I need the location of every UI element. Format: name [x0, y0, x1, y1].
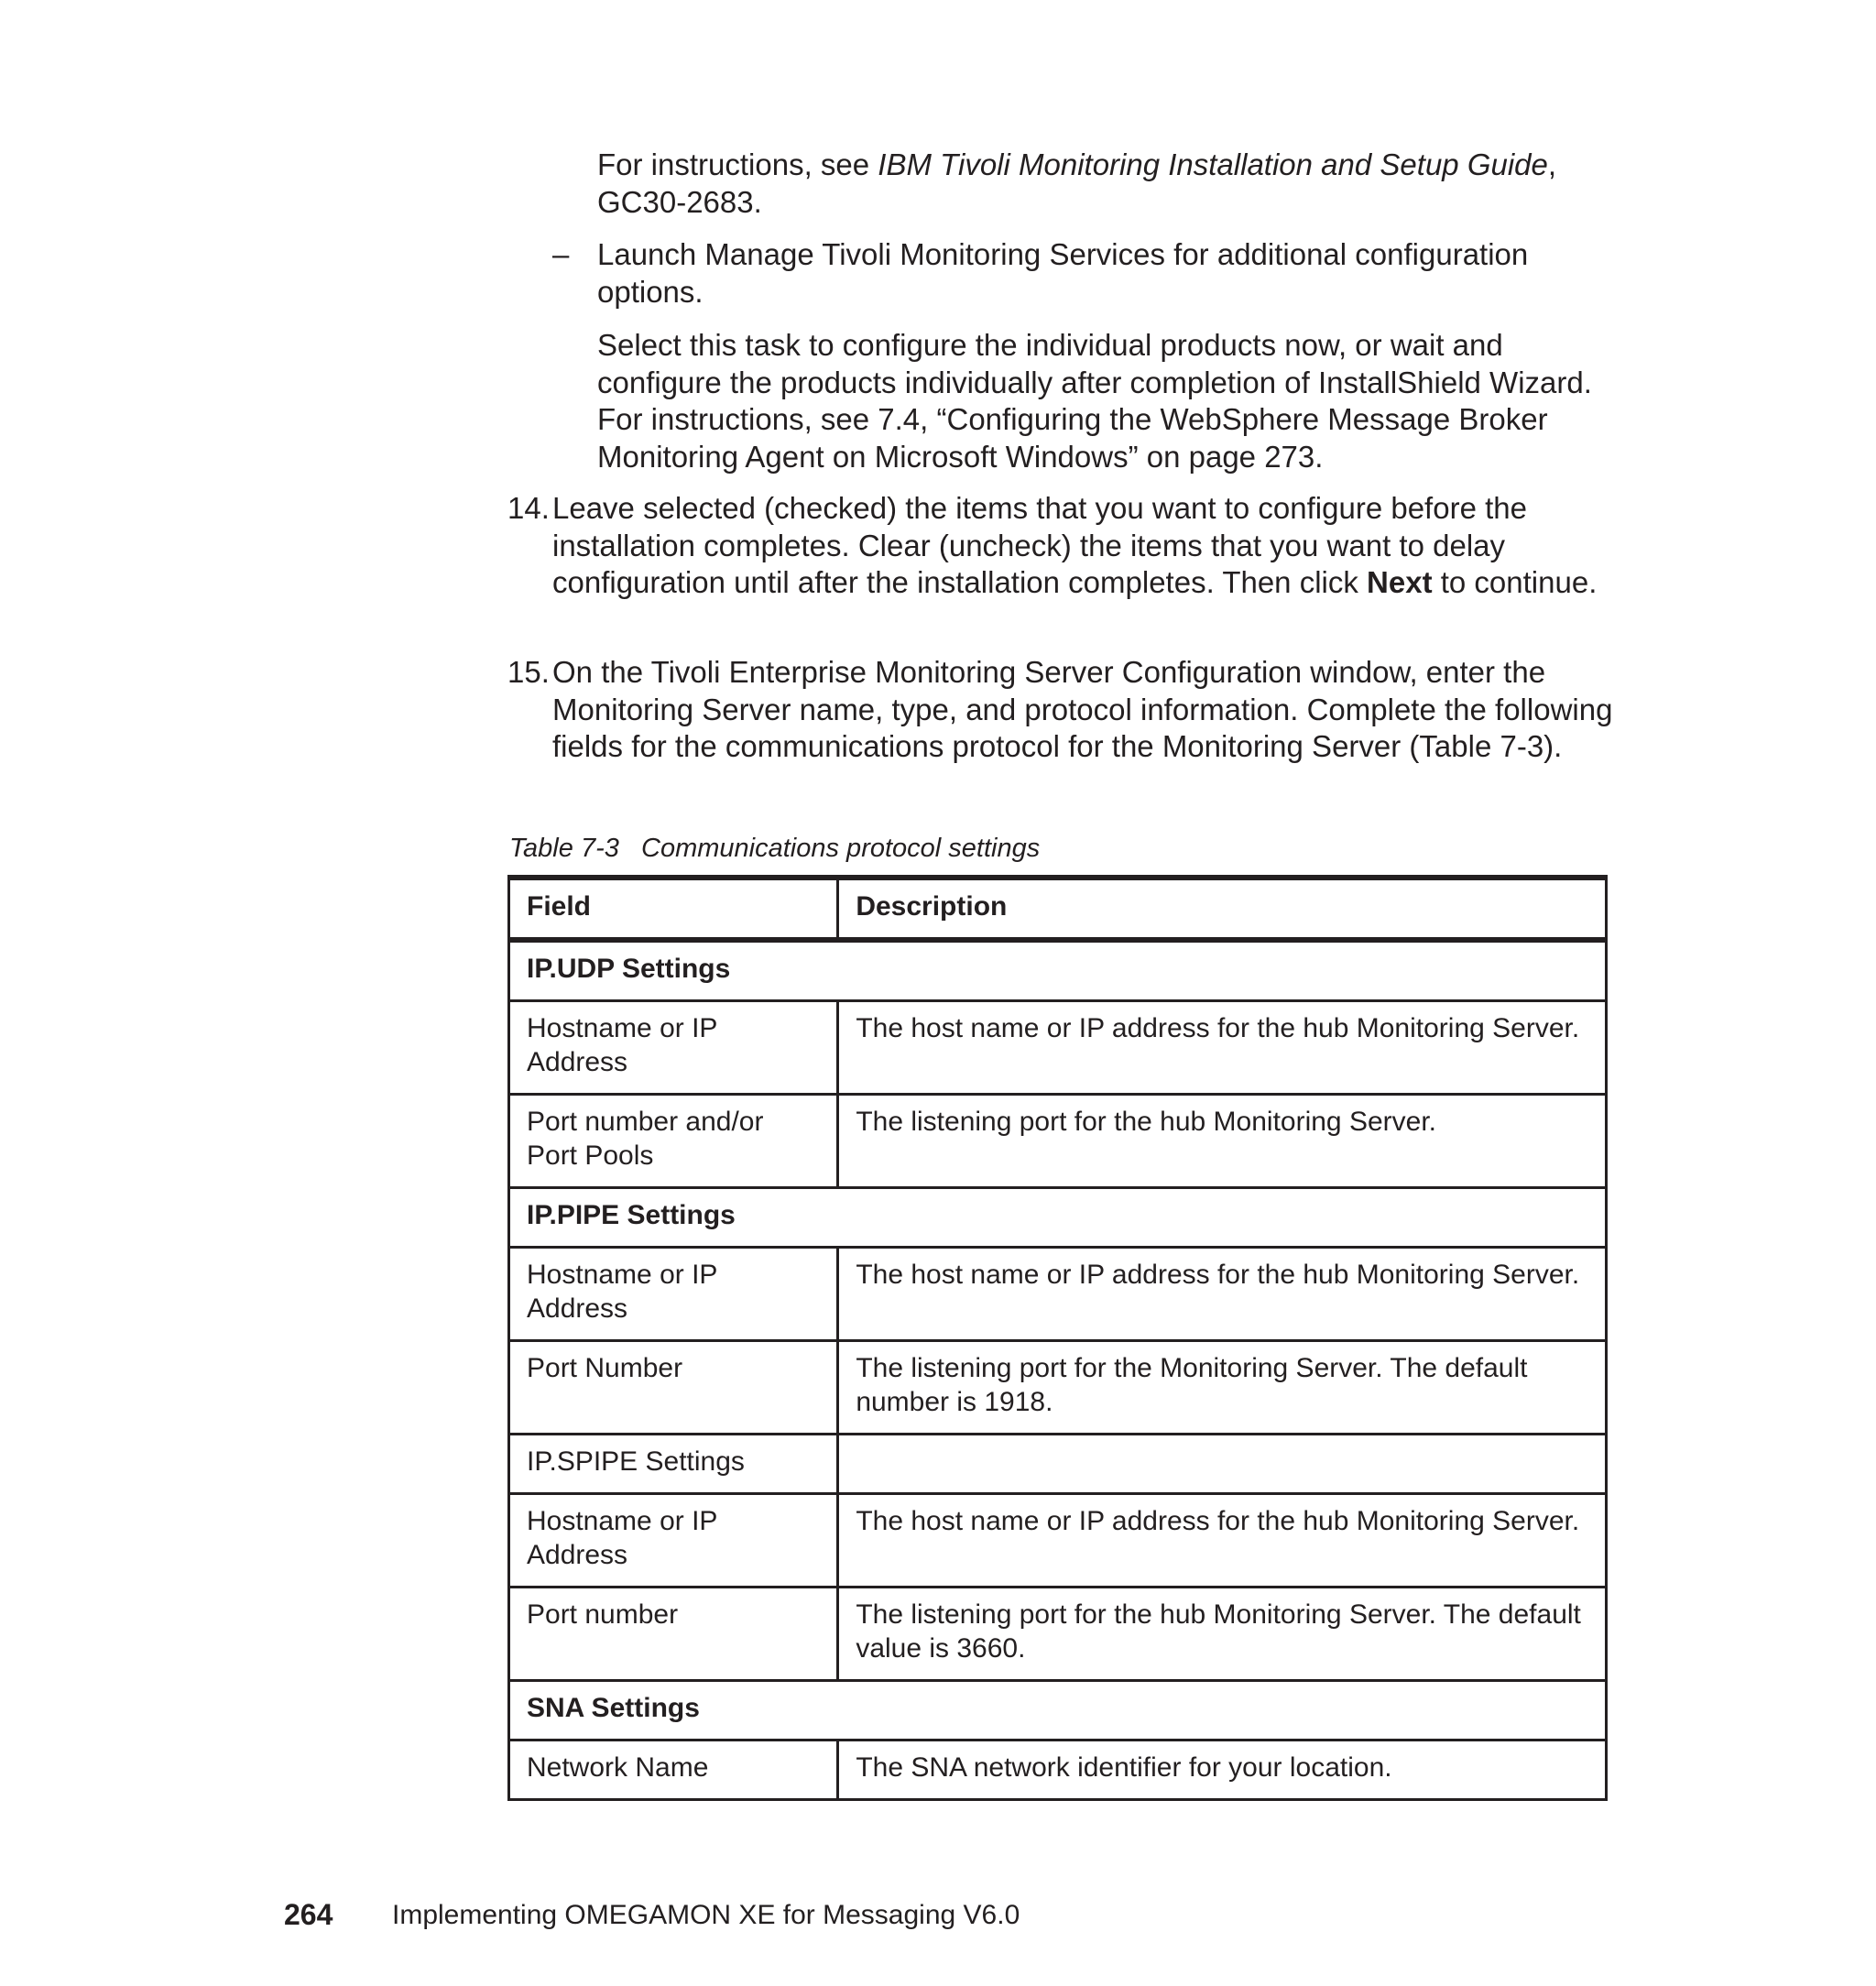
field-cell: Hostname or IP Address: [509, 1248, 838, 1341]
instructions-prefix: For instructions, see: [597, 147, 878, 181]
launch-paragraph: Launch Manage Tivoli Monitoring Services for additional configuration options.: [597, 237, 1529, 309]
table-row-sna-section: [509, 1681, 1607, 1740]
table-caption: [509, 834, 1040, 864]
step-14-before: Leave selected (checked) the items that you want to configure before the installation completes. Clear (uncheck) the items that you want to delay configuration until after the installation completes. Then click: [552, 491, 1527, 599]
table-row: [509, 1740, 1607, 1800]
field-cell: Port number and/or Port Pools: [509, 1095, 838, 1188]
description-cell: The host name or IP address for the hub Monitoring Server.: [838, 1494, 1607, 1588]
field-cell: Hostname or IP Address: [509, 1494, 838, 1588]
table-row: [509, 1588, 1607, 1681]
description-cell: [838, 1435, 1607, 1494]
step-15-paragraph: On the Tivoli Enterprise Monitoring Server Configuration window, enter the Monitoring Server name, type, and protocol information. Complete the following fields for the communications protocol for the Monitoring Server (Table 7-3).: [552, 655, 1613, 763]
table-row: [509, 1248, 1607, 1341]
section-label: IP.UDP Settings: [509, 940, 1607, 1001]
table-row-ip-spipe-section: [509, 1435, 1607, 1494]
step-number-15: 15.: [507, 655, 550, 689]
book-title: Implementing OMEGAMON XE for Messaging V6.0: [392, 1900, 1020, 1930]
section-label: SNA Settings: [509, 1681, 1607, 1740]
table-row: [509, 1001, 1607, 1095]
table-caption-title: Communications protocol settings: [641, 834, 1041, 863]
table-row: [509, 1341, 1607, 1435]
section-label: IP.SPIPE Settings: [509, 1435, 838, 1494]
table-row: [509, 1095, 1607, 1188]
step-14-paragraph: [552, 490, 1615, 602]
description-cell: The host name or IP address for the hub Monitoring Server.: [838, 1001, 1607, 1095]
dash-bullet: –: [552, 237, 570, 271]
table-row-ip-pipe-section: [509, 1188, 1607, 1248]
description-cell: The SNA network identifier for your location.: [838, 1740, 1607, 1800]
instructions-suffix: , GC30-2683.: [597, 147, 1557, 219]
table-row-ip-udp-section: [509, 940, 1607, 1001]
step-14-after: to continue.: [1432, 565, 1598, 599]
description-cell: The listening port for the hub Monitoring Server. The default value is 3660.: [838, 1588, 1607, 1681]
header-field: Field: [509, 878, 838, 940]
field-cell: Port number: [509, 1588, 838, 1681]
page-number: 264: [284, 1898, 333, 1931]
step-number-14: 14.: [507, 491, 550, 525]
select-task-paragraph: Select this task to configure the individual products now, or wait and configure the products individually after completion of InstallShield Wizard. For instructions, see 7.4, “Configuring the WebSphere Message Broker Monitoring Agent on Microsoft Windows” on page 273.: [597, 328, 1592, 474]
field-cell: Network Name: [509, 1740, 838, 1800]
section-label: IP.PIPE Settings: [509, 1188, 1607, 1248]
description-cell: The listening port for the Monitoring Server. The default number is 1918.: [838, 1341, 1607, 1435]
field-cell: Hostname or IP Address: [509, 1001, 838, 1095]
header-description: Description: [838, 878, 1607, 940]
table-header-row: [509, 878, 1607, 940]
next-keyword: Next: [1367, 565, 1433, 599]
field-cell: Port Number: [509, 1341, 838, 1435]
description-cell: The listening port for the hub Monitoring Server.: [838, 1095, 1607, 1188]
protocol-settings-table: [507, 875, 1608, 1801]
guide-title: IBM Tivoli Monitoring Installation and Setup Guide: [878, 147, 1548, 181]
table-row: [509, 1494, 1607, 1588]
description-cell: The host name or IP address for the hub Monitoring Server.: [838, 1248, 1607, 1341]
instructions-paragraph: [597, 147, 1614, 221]
table-caption-label: Table 7-3: [509, 834, 619, 863]
